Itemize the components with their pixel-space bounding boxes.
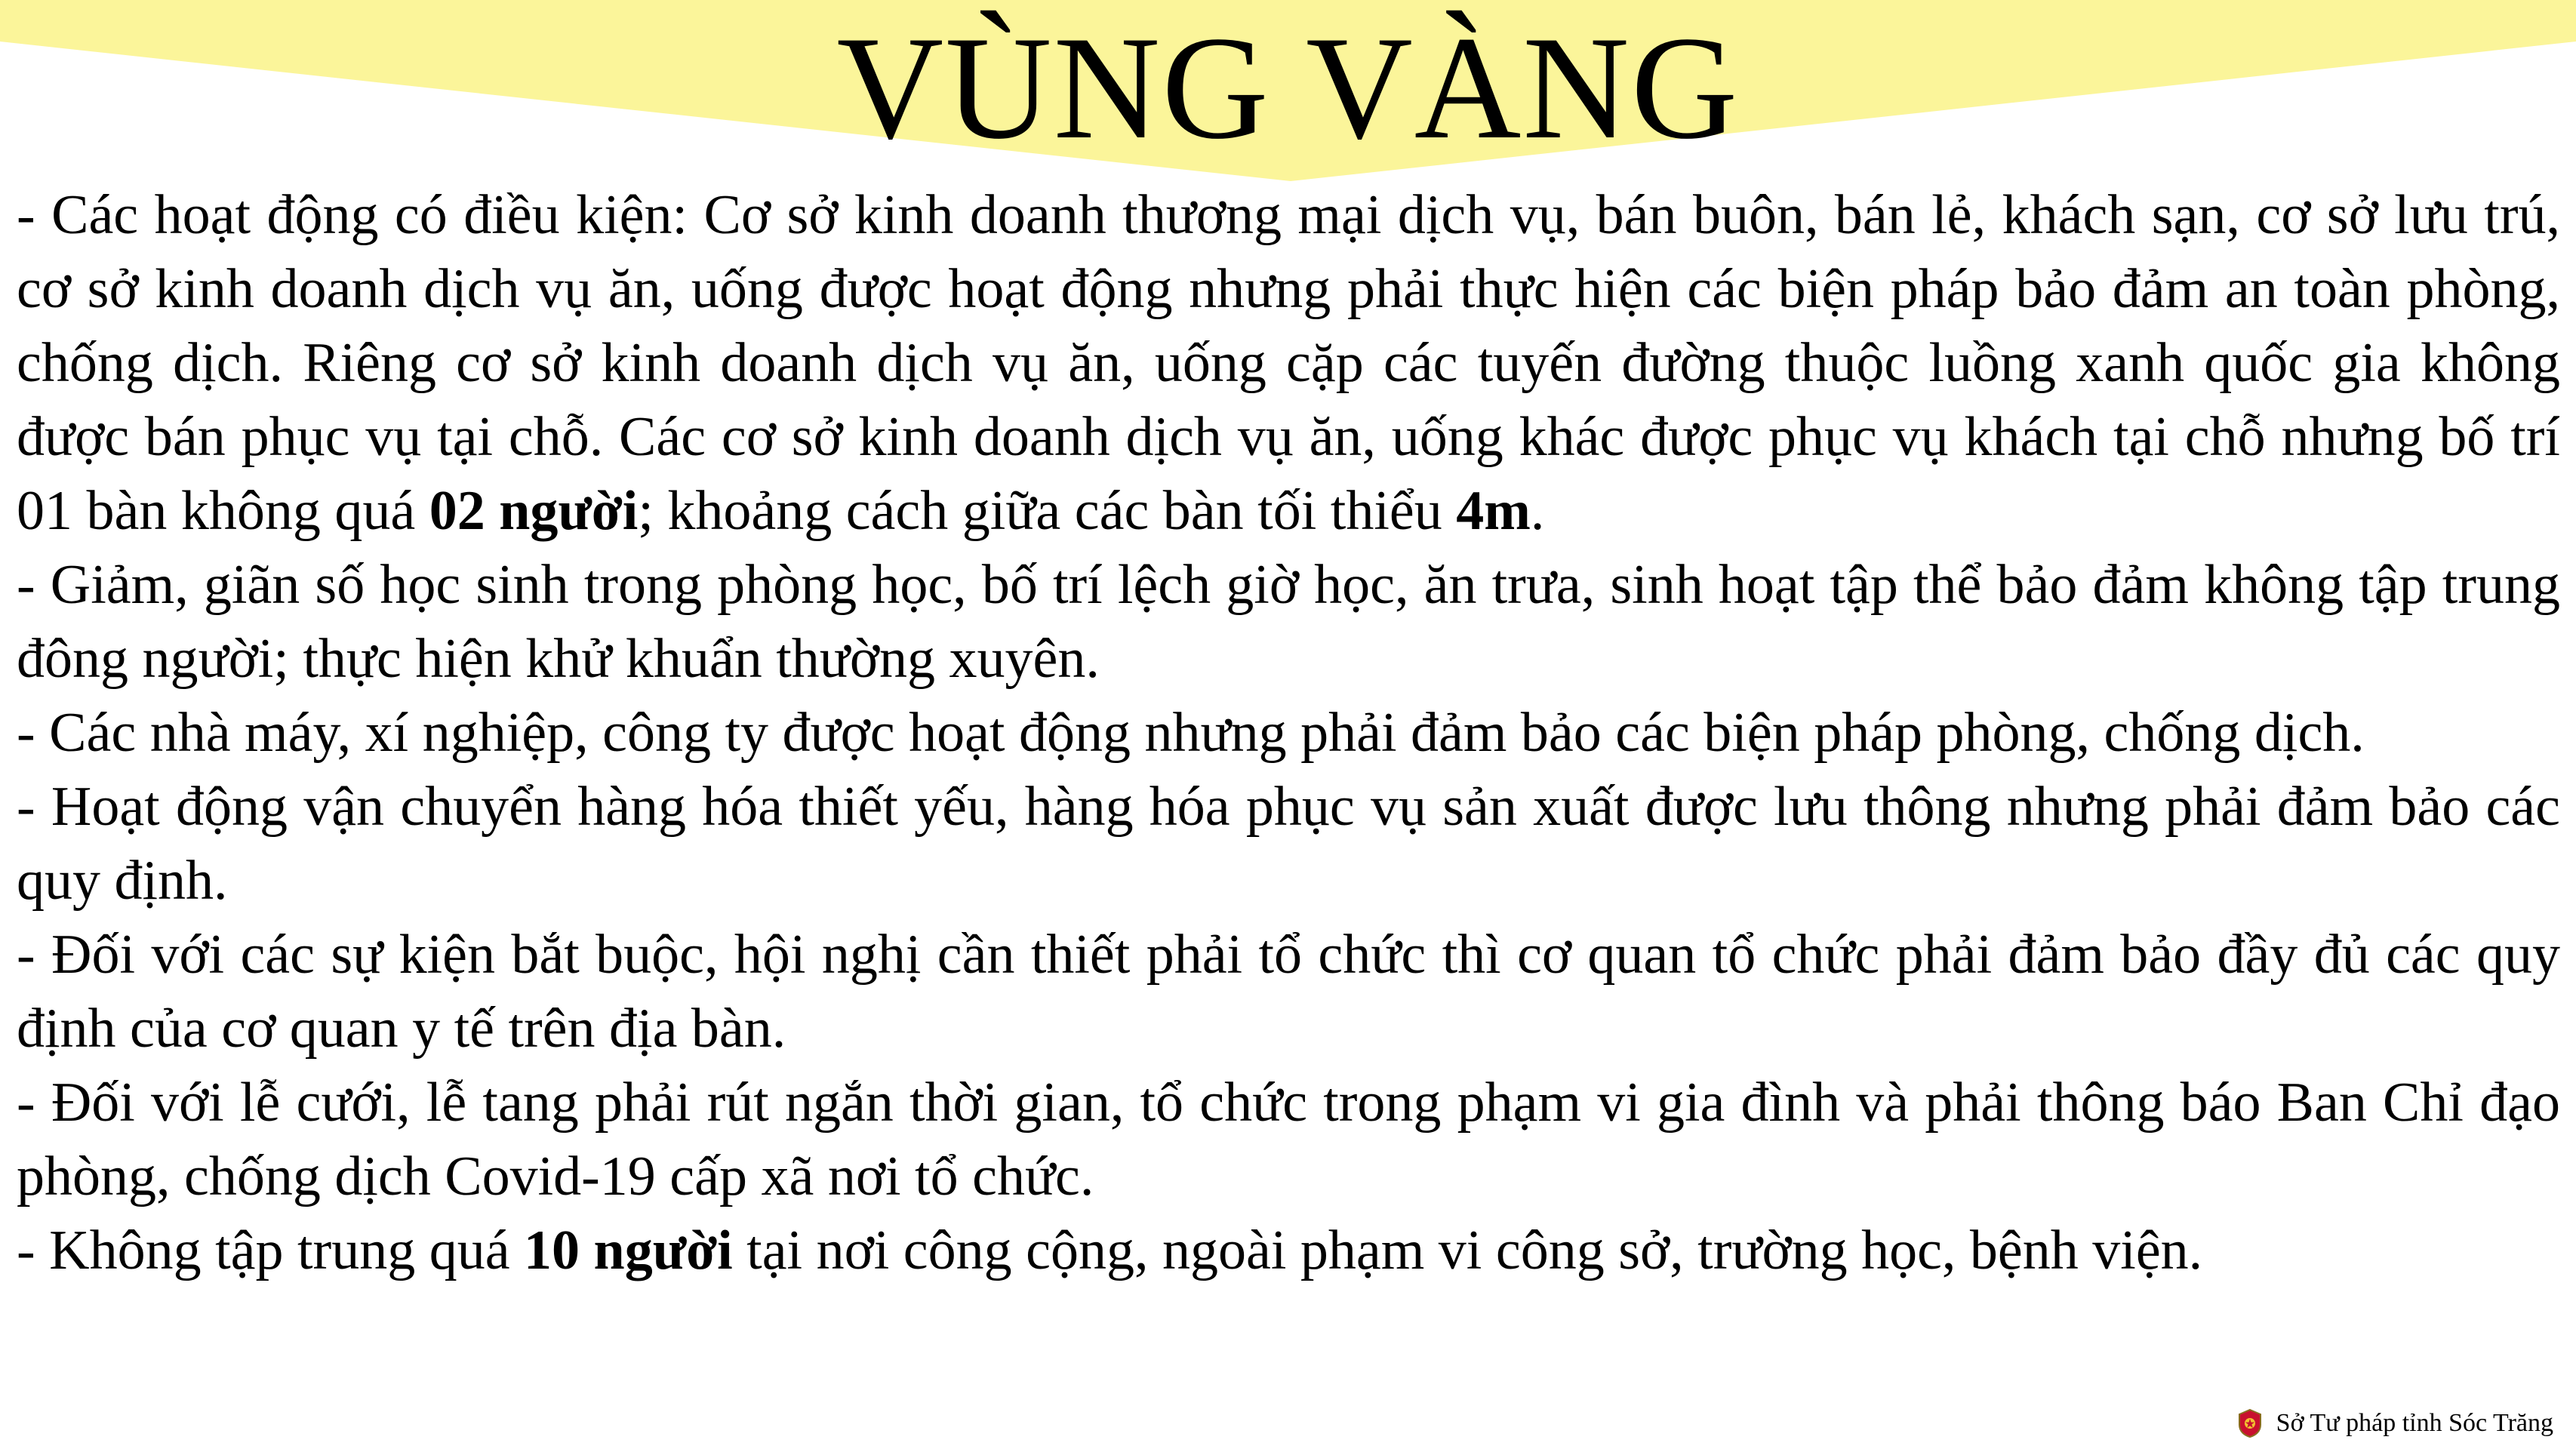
emphasis-text: 10 người — [524, 1220, 733, 1281]
paragraph — [17, 1066, 2560, 1214]
paragraph-text: - Giảm, giãn số học sinh trong phòng học, bố trí lệch giờ học, ăn trưa, sinh hoạt tập thể bảo đảm không tập trung đông người; thực hiện khử khuẩn thường xuyên. — [17, 554, 2560, 690]
paragraph — [17, 548, 2560, 696]
page-title: VÙNG VÀNG — [836, 6, 1740, 170]
paragraph-text: tại nơi công cộng, ngoài phạm vi công sở, trường học, bệnh viện. — [732, 1220, 2203, 1281]
emphasis-text: 4m — [1456, 480, 1531, 542]
paragraph-text: - Đối với lễ cưới, lễ tang phải rút ngắn thời gian, tổ chức trong phạm vi gia đình và phải thông báo Ban Chỉ đạo phòng, chống dịch Covid-19 cấp xã nơi tổ chức. — [17, 1072, 2560, 1208]
content-body — [17, 178, 2560, 1287]
emphasis-text: 02 người — [429, 480, 639, 542]
paragraph-text: ; khoảng cách giữa các bàn tối thiểu — [638, 480, 1457, 542]
footer — [2237, 1404, 2553, 1443]
paragraph-text: - Các nhà máy, xí nghiệp, công ty được hoạt động nhưng phải đảm bảo các biện pháp phòng, chống dịch. — [17, 702, 2365, 764]
seal-icon — [2237, 1408, 2263, 1438]
paragraph-text: - Các hoạt động có điều kiện: Cơ sở kinh doanh thương mại dịch vụ, bán buôn, bán lẻ, khách sạn, cơ sở lưu trú, cơ sở kinh doanh dịch vụ ăn, uống được hoạt động nhưng phải thực hiện các biện pháp bảo đảm an toàn phòng, chống dịch. Riêng cơ sở kinh doanh dịch vụ ăn, uống cặp các tuyến đường thuộc luồng xanh quốc gia không được bán phục vụ tại chỗ. Các cơ sở kinh doanh dịch vụ ăn, uống khác được phục vụ khách tại chỗ nhưng bố trí 01 bàn không quá — [17, 184, 2560, 542]
paragraph-text: - Đối với các sự kiện bắt buộc, hội nghị cần thiết phải tổ chức thì cơ quan tổ chức phải đảm bảo đầy đủ các quy định của cơ quan y tế trên địa bàn. — [17, 924, 2560, 1060]
paragraph — [17, 1214, 2560, 1287]
paragraph — [17, 918, 2560, 1066]
paragraph — [17, 770, 2560, 918]
footer-text: Sở Tư pháp tỉnh Sóc Trăng — [2276, 1409, 2553, 1437]
paragraph-text: - Không tập trung quá — [17, 1220, 525, 1281]
paragraph-text: - Hoạt động vận chuyển hàng hóa thiết yếu, hàng hóa phục vụ sản xuất được lưu thông nhưng phải đảm bảo các quy định. — [17, 776, 2560, 912]
paragraph — [17, 696, 2560, 770]
paragraph — [17, 178, 2560, 548]
paragraph-text: . — [1530, 480, 1545, 542]
